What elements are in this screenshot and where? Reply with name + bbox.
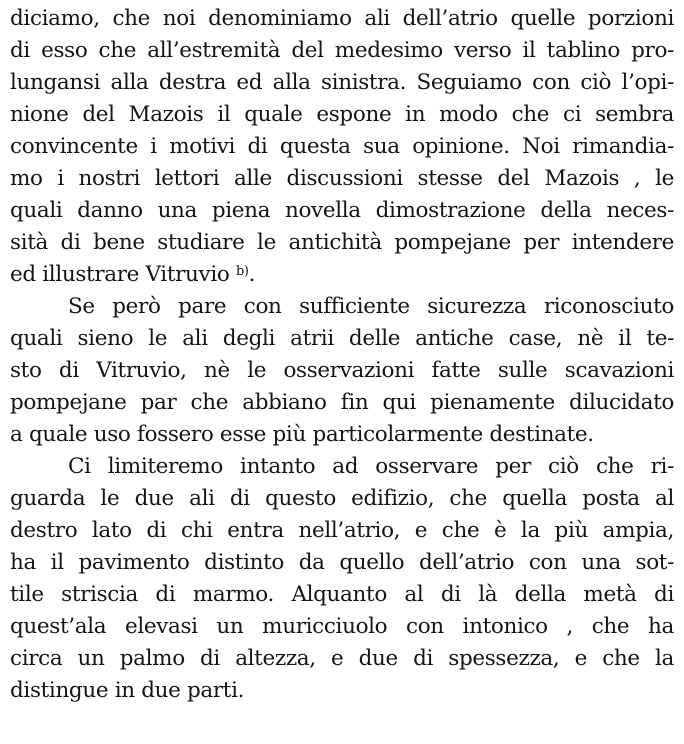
text-line: mo i nostri lettori alle discussioni stesse del Mazois , le <box>10 166 674 191</box>
text-line: lungansi alla destra ed alla sinistra. Seguiamo con ciò l’opi- <box>10 70 674 95</box>
footnote-marker: b) <box>235 264 249 279</box>
text-line: nione del Mazois il quale espone in modo che ci sembra <box>10 102 674 127</box>
text-line-indented: Se però pare con sufficiente sicurezza riconosciuto <box>68 294 674 319</box>
text-line: tile striscia di marmo. Alquanto al di là della metà di <box>10 582 674 607</box>
text-line-last <box>10 259 674 291</box>
text-line-last: distingue in due parti. <box>10 678 245 703</box>
text-line: sità di bene studiare le antichità pompejane per intendere <box>10 230 674 255</box>
paragraph-2 <box>10 291 674 451</box>
text-line: ha il pavimento distinto da quello dell’atrio con una sot- <box>10 550 674 575</box>
text-line-indented: Ci limiteremo intanto ad osservare per ciò che ri- <box>68 454 674 479</box>
text-line: quali sieno le ali degli atrii delle antiche case, nè il te- <box>10 326 674 351</box>
text-line: sto di Vitruvio, nè le osservazioni fatte sulle scavazioni <box>10 358 674 383</box>
paragraph-1 <box>10 3 674 291</box>
text-line: destro lato di chi entra nell’atrio, e che è la più ampia, <box>10 518 674 543</box>
text-line: pompejane par che abbiano fin qui pienamente dilucidato <box>10 390 674 415</box>
text-line: quali danno una piena novella dimostrazione della neces- <box>10 198 674 223</box>
last-line-text: ed illustrare Vitruvio <box>10 262 230 287</box>
text-line: convincente i motivi di questa sua opinione. Noi rimandia- <box>10 134 674 159</box>
text-line: diciamo, che noi denominiamo ali dell’atrio quelle porzioni <box>10 6 674 31</box>
last-line-suffix: . <box>248 262 256 287</box>
book-page <box>10 3 674 707</box>
text-line: guarda le due ali di questo edifizio, che quella posta al <box>10 486 674 511</box>
text-line: circa un palmo di altezza, e due di spessezza, e che la <box>10 646 674 671</box>
paragraph-3 <box>10 451 674 707</box>
text-line: quest’ala elevasi un muricciuolo con intonico , che ha <box>10 614 674 639</box>
text-line-last: a quale uso fossero esse più particolarmente destinate. <box>10 422 594 447</box>
text-line: di esso che all’estremità del medesimo verso il tablino pro- <box>10 38 674 63</box>
